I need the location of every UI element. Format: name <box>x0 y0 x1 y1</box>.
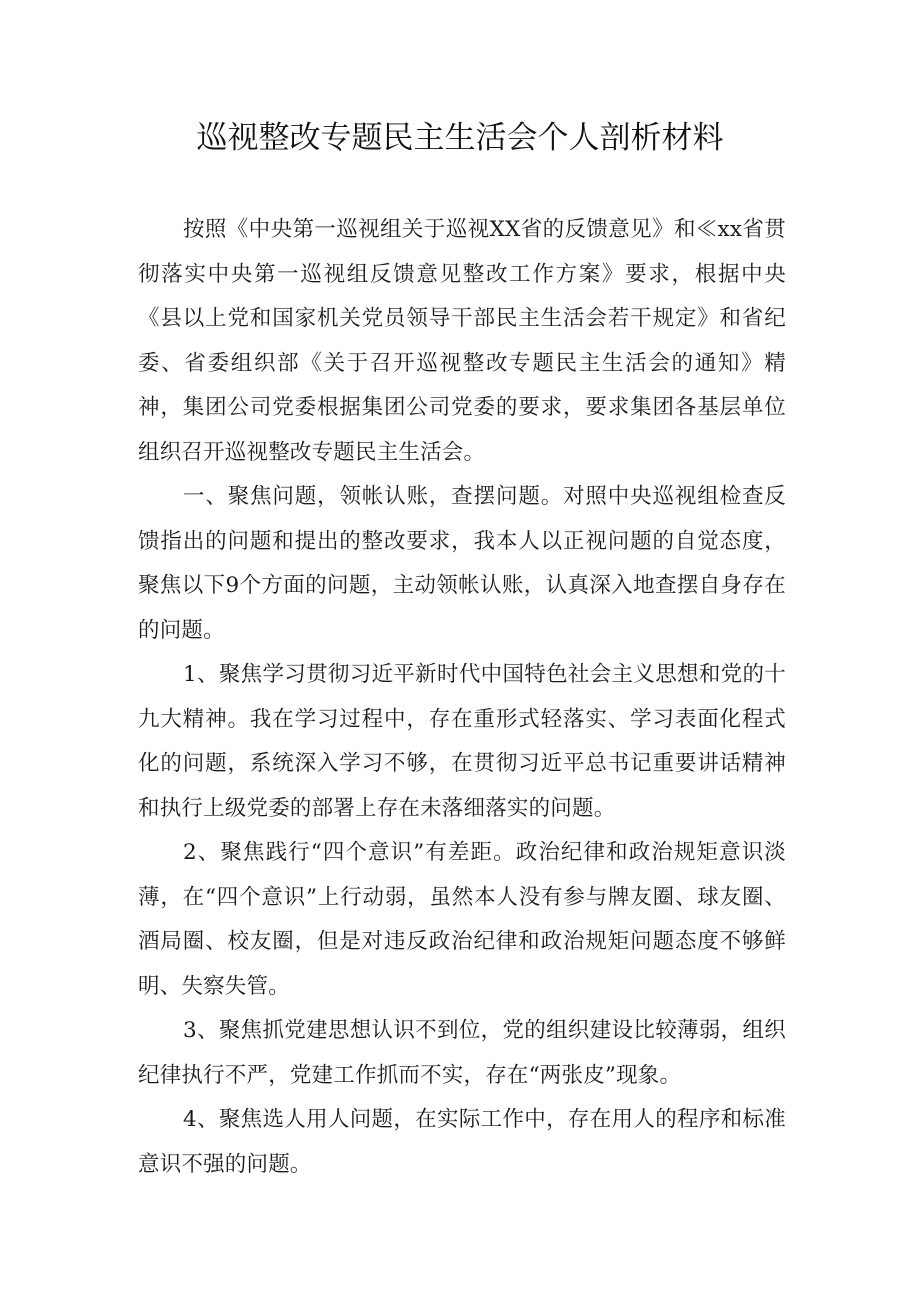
paragraph-item-3: 3、聚焦抓党建思想认识不到位，党的组织建设比较薄弱，组织纪律执行不严，党建工作抓而不实，存在“两张皮”现象。 <box>138 1018 786 1088</box>
paragraph-item-2: 2、聚焦践行“四个意识”有差距。政治纪律和政治规矩意识淡薄，在“四个意识”上行动弱，虽然本人没有参与牌友圈、球友圈、酒局圈、校友圈，但是对违反政治纪律和政治规矩问题态度不够鲜明、失察失管。 <box>138 840 786 999</box>
paragraph-item-4: 4、聚焦选人用人问题，在实际工作中，存在用人的程序和标准意识不强的问题。 <box>138 1107 786 1177</box>
document-title: 巡视整改专题民主生活会个人剖析材料 <box>196 120 724 156</box>
document-body <box>138 208 786 1187</box>
paragraph-item-1: 1、聚焦学习贯彻习近平新时代中国特色社会主义思想和党的十九大精神。我在学习过程中，存在重形式轻落实、学习表面化程式化的问题，系统深入学习不够，在贯彻习近平总书记重要讲话精神和执行上级党委的部署上存在未落细落实的问题。 <box>138 662 786 821</box>
paragraph-section-one: 一、聚焦问题，领帐认账，查摆问题。对照中央巡视组检查反馈指出的问题和提出的整改要求，我本人以正视问题的自觉态度，聚焦以下9个方面的问题，主动领帐认账，认真深入地查摆自身存在的问题。 <box>138 484 786 643</box>
paragraph-intro: 按照《中央第一巡视组关于巡视XX省的反馈意见》和≪xx省贯彻落实中央第一巡视组反馈意见整改工作方案》要求，根据中央《县以上党和国家机关党员领导干部民主生活会若干规定》和省纪委、省委组织部《关于召开巡视整改专题民主生活会的通知》精神，集团公司党委根据集团公司党委的要求，要求集团各基层单位组织召开巡视整改专题民主生活会。 <box>138 217 786 465</box>
